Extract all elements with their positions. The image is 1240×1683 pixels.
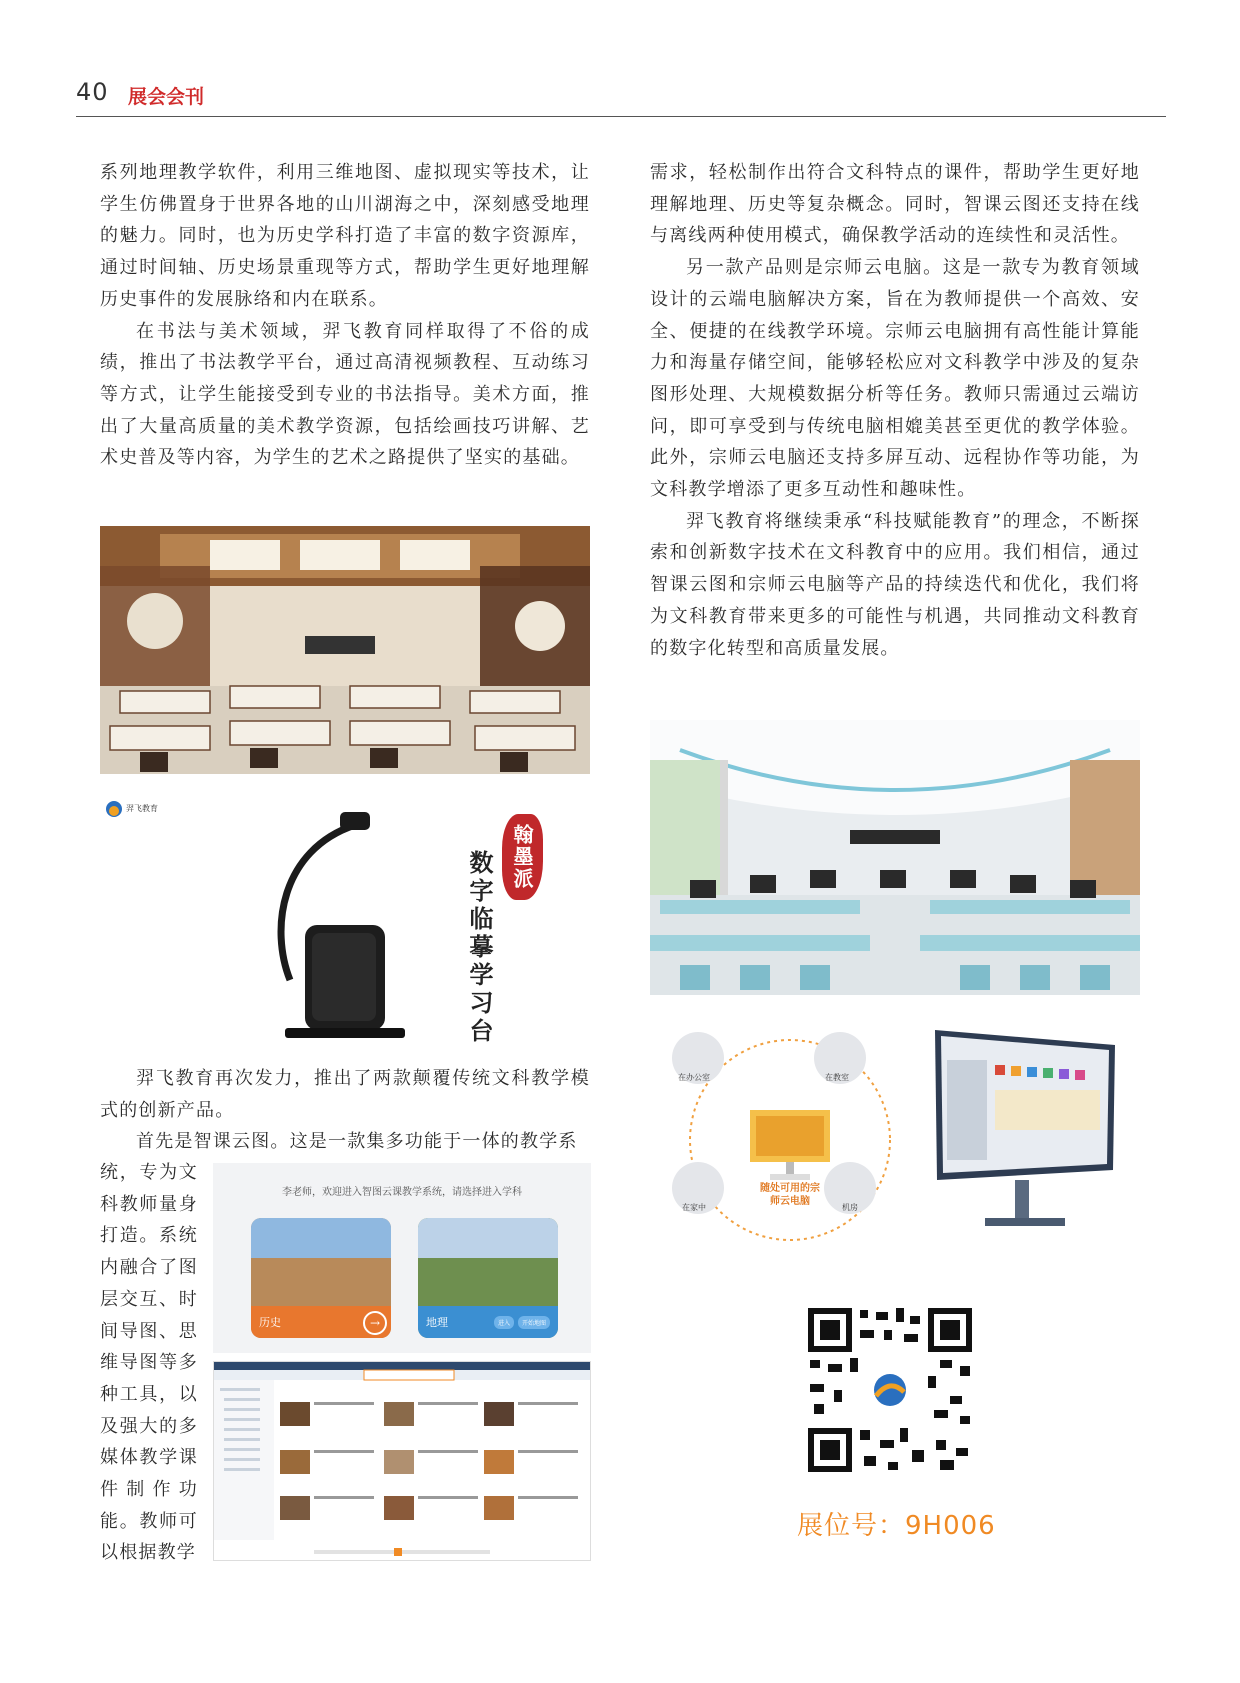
geography-card[interactable] (418, 1218, 558, 1338)
digital-copy-desk-ad (100, 790, 590, 1050)
cloud-pc-monitor (925, 1020, 1125, 1240)
left-column-bottom (100, 1063, 590, 1158)
cloud-pc-diagram (650, 1020, 900, 1260)
enter-button[interactable]: 进入 (494, 1316, 514, 1329)
paragraph: 羿飞教育再次发力，推出了两款颠覆传统文科教学模式的创新产品。 (100, 1068, 590, 1121)
journal-title: 展会会刊 (128, 86, 205, 108)
seal-stamp: 翰墨派 (502, 814, 543, 900)
wrapped-narrow-text: 统，专为文科教师量身打造。系统内融合了图层交互、时间导图、思维导图等多种工具，以及强大的多媒体教学课件制作功能。教师可以根据教学 (100, 1162, 198, 1564)
zhitu-welcome-screenshot (213, 1163, 591, 1353)
computer-lab-photo (650, 720, 1140, 995)
paragraph: 系列地理教学软件，利用三维地图、虚拟现实等技术，让学生仿佛置身于世界各地的山川湖海之中，深刻感受地理的魅力。同时，也为历史学科打造了丰富的数字资源库，通过时间轴、历史场景重现等方式，帮助学生更好地理解历史事件的发展脉络和内在联系。 (100, 162, 590, 310)
paragraph: 首先是智课云图。这是一款集多功能于一体的教学系 (136, 1131, 578, 1153)
paragraph: 在书法与美术领域，羿飞教育同样取得了不俗的成绩，推出了书法教学平台，通过高清视频教程、互动练习等方式，让学生能接受到专业的书法指导。美术方面，推出了大量高质量的美术教学资源，包括绘画技巧讲解、艺术史普及等内容，为学生的艺术之路提供了坚实的基础。 (100, 320, 590, 469)
paragraph: 需求，轻松制作出符合文科特点的课件，帮助学生更好地理解地理、历史等复杂概念。同时，智课云图还支持在线与离线两种使用模式，确保教学活动的连续性和灵活性。 (650, 162, 1140, 247)
page-number: 40 (76, 78, 109, 106)
qr-code[interactable] (800, 1300, 980, 1480)
node-classroom: 在教室 (825, 1073, 849, 1082)
header-rule (76, 116, 1166, 117)
diagram-center-caption: 随处可用的宗师云电脑 (760, 1183, 820, 1207)
brand-logo-text: 羿飞教育 (126, 804, 158, 813)
arrow-right-icon[interactable]: → (363, 1311, 387, 1335)
calligraphy-classroom-photo (100, 526, 590, 774)
resource-library-screenshot (213, 1361, 591, 1561)
start-map-button[interactable]: 开始地图 (518, 1316, 550, 1329)
booth-number: 展位号：9H006 (797, 1511, 996, 1541)
history-card[interactable] (251, 1218, 391, 1338)
paragraph: 羿飞教育将继续秉承“科技赋能教育”的理念，不断探索和创新数字技术在文科教育中的应用。我们相信，通过智课云图和宗师云电脑等产品的持续迭代和优化，我们将为文科教育带来更多的可能性与机遇，共同推动文科教育的数字化转型和高质量发展。 (650, 510, 1140, 659)
node-home: 在家中 (682, 1203, 706, 1212)
node-office: 在办公室 (678, 1073, 710, 1082)
geography-card-label: 地理 (426, 1316, 448, 1329)
paragraph: 另一款产品则是宗师云电脑。这是一款专为教育领域设计的云端电脑解决方案，旨在为教师提供一个高效、安全、便捷的在线教学环境。宗师云电脑拥有高性能计算能力和海量存储空间，能够轻松应对文科教学中涉及的复杂图形处理、大规模数据分析等任务。教师只需通过云端访问，即可享受到与传统电脑相媲美甚至更优的教学体验。此外，宗师云电脑还支持多屏互动、远程协作等功能，为文科教学增添了更多互动性和趣味性。 (650, 257, 1140, 501)
left-column-top (100, 157, 590, 474)
node-lab: 机房 (842, 1203, 858, 1212)
product-title: 数字临摹学习台 (465, 850, 494, 1046)
history-card-label: 历史 (259, 1316, 281, 1329)
right-column (650, 157, 1140, 664)
welcome-text: 李老师，欢迎进入智图云课教学系统，请选择进入学科 (282, 1187, 522, 1198)
